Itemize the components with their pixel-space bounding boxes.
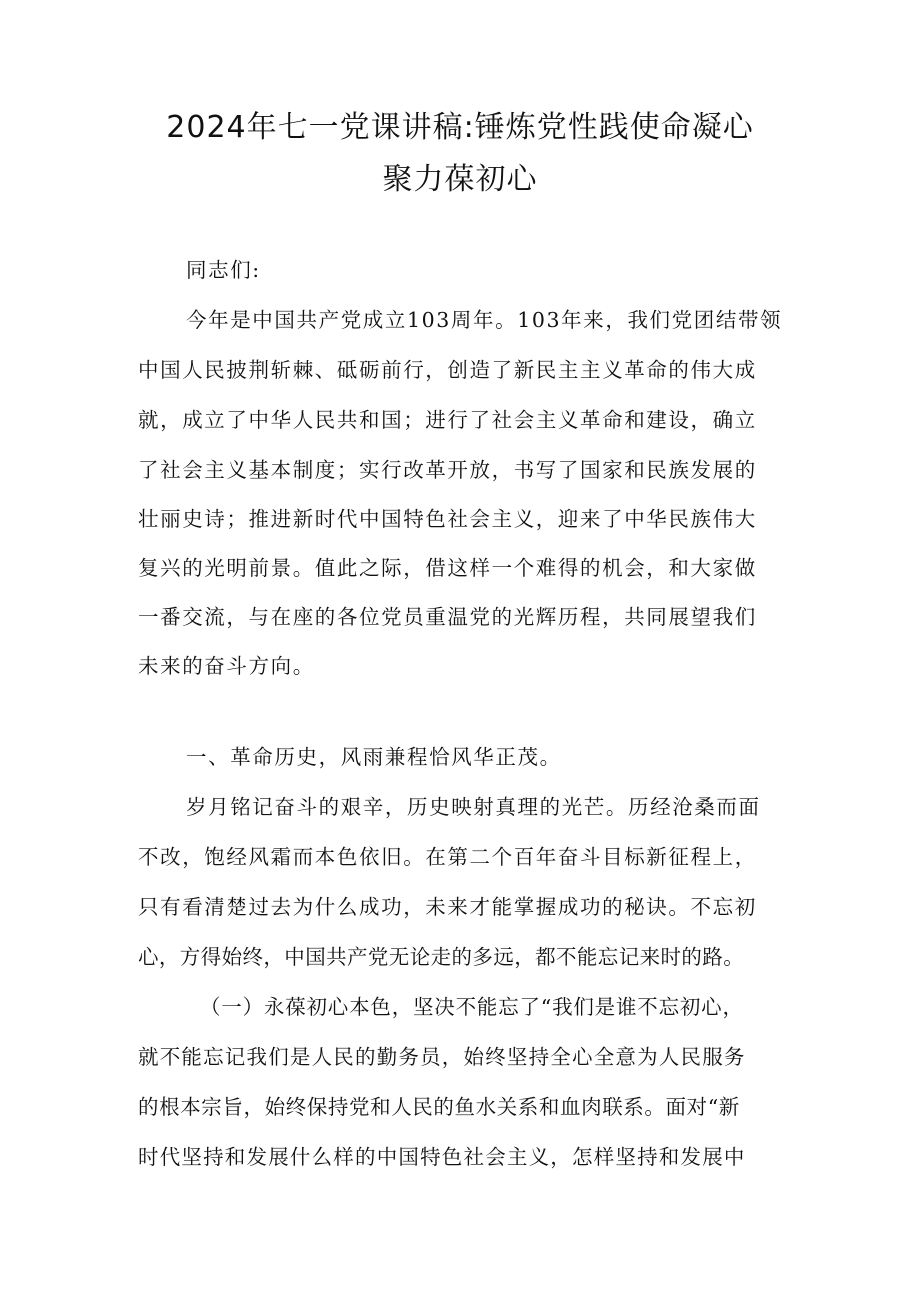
paragraph-line: 的根本宗旨，始终保持党和人民的鱼水关系和血肉联系。面对“新 [138, 1095, 740, 1119]
section-heading: 一、革命历史，风雨兼程恰风华正茂。 [186, 745, 562, 769]
paragraph-line: 就，成立了中华人民共和国；进行了社会主义革命和建设，确立 [138, 408, 757, 432]
paragraph-line: 中国人民披荆斩棘、砥砺前行，创造了新民主主义革命的伟大成 [138, 358, 757, 382]
paragraph-line: 未来的奋斗方向。 [138, 654, 315, 678]
title-line-2: 聚力葆初心 [382, 162, 538, 197]
paragraph-line: 岁月铭记奋斗的艰辛，历史映射真理的光芒。历经沧桑而面 [186, 795, 761, 819]
paragraph-line: 不改，饱经风霜而本色依旧。在第二个百年奋斗目标新征程上， [138, 845, 757, 869]
subsection-line: （一）永葆初心本色，坚决不能忘了“我们是谁不忘初心， [200, 995, 744, 1019]
document-title [120, 102, 800, 206]
paragraph-line: 心，方得始终，中国共产党无论走的多远，都不能忘记来时的路。 [138, 945, 745, 969]
paragraph-line: 一番交流，与在座的各位党员重温党的光辉历程，共同展望我们 [138, 605, 757, 629]
paragraph-line: 复兴的光明前景。值此之际，借这样一个难得的机会，和大家做 [138, 556, 757, 580]
paragraph-line: 只有看清楚过去为什么成功，未来才能掌握成功的秘诀。不忘初 [138, 895, 757, 919]
salutation: 同志们: [186, 258, 261, 282]
paragraph-line: 壮丽史诗；推进新时代中国特色社会主义，迎来了中华民族伟大 [138, 507, 757, 531]
paragraph-line: 今年是中国共产党成立103周年。103年来，我们党团结带领 [186, 308, 783, 332]
paragraph-line: 时代坚持和发展什么样的中国特色社会主义，怎样坚持和发展中 [138, 1145, 746, 1169]
paragraph-line: 了社会主义基本制度；实行改革开放，书写了国家和民族发展的 [138, 458, 757, 482]
title-line-1: 2024年七一党课讲稿:锤炼党性践使命凝心 [166, 110, 754, 145]
paragraph-line: 就不能忘记我们是人民的勤务员，始终坚持全心全意为人民服务 [138, 1045, 746, 1069]
